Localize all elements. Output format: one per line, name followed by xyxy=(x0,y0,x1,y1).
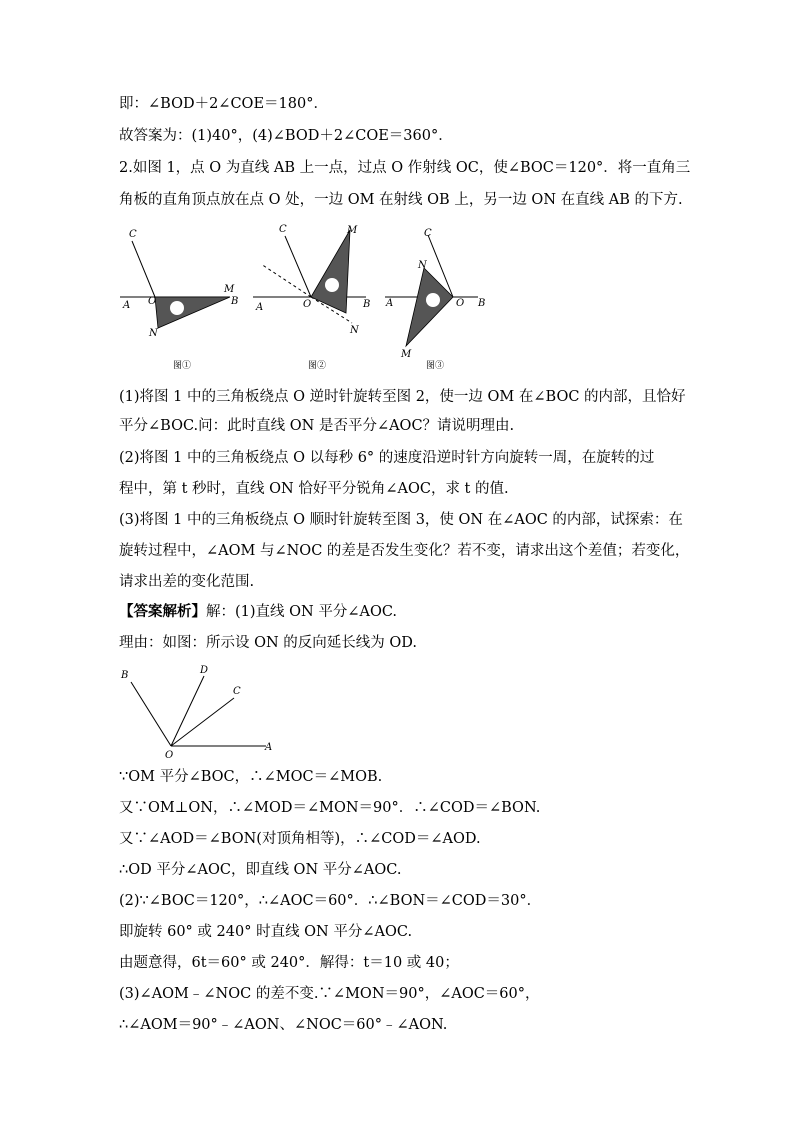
text-line: 即：∠BOD＋2∠COE＝180°． xyxy=(119,96,328,112)
problem-statement: 角板的直角顶点放在点 O 处，一边 OM 在射线 OB 上，另一边 ON 在直线 AB 的下方. xyxy=(119,192,683,208)
figure-4 xyxy=(116,660,281,760)
solution-step: (2)∵∠BOC＝120°，∴∠AOC＝60°．∴∠BON＝∠COD＝30°． xyxy=(119,893,542,909)
label-b: B xyxy=(478,298,486,309)
label-b: B xyxy=(231,296,239,307)
label-a: A xyxy=(256,302,264,313)
label-m: M xyxy=(401,349,412,360)
text-line: 理由：如图：所示设 ON 的反向延长线为 OD. xyxy=(119,635,418,651)
solution-step: 即旋转 60° 或 240° 时直线 ON 平分∠AOC. xyxy=(119,924,413,940)
figure-caption: 图② xyxy=(308,361,327,371)
question-3: 请求出差的变化范围. xyxy=(119,574,255,590)
solution-step: 又∵OM⊥ON，∴∠MOD＝∠MON＝90°．∴∠COD＝∠BON. xyxy=(119,800,541,816)
answer-heading xyxy=(119,602,397,622)
question-1: 平分∠BOC.问：此时直线 ON 是否平分∠AOC？请说明理由. xyxy=(119,418,515,434)
label-c: C xyxy=(129,229,137,240)
label-a: A xyxy=(265,742,273,753)
label-b: B xyxy=(363,299,371,310)
answer-text: 解：(1)直线 ON 平分∠AOC. xyxy=(206,604,398,620)
question-1: (1)将图 1 中的三角板绕点 O 逆时针旋转至图 2，使一边 OM 在∠BOC 的内部，且恰好 xyxy=(119,389,686,405)
label-n: N xyxy=(149,328,158,339)
solution-step: ∴OD 平分∠AOC，即直线 ON 平分∠AOC. xyxy=(119,862,402,878)
label-o: O xyxy=(148,296,157,307)
answer-label: 【答案解析】 xyxy=(119,604,206,620)
problem-statement: 2.如图 1，点 O 为直线 AB 上一点，过点 O 作射线 OC，使∠BOC＝120°．将一直角三 xyxy=(119,160,691,176)
figure-caption: 图③ xyxy=(426,361,445,371)
label-o: O xyxy=(165,750,174,760)
figure-1 xyxy=(120,229,238,371)
label-c: C xyxy=(233,686,241,697)
question-3: (3)将图 1 中的三角板绕点 O 顺时针旋转至图 3，使 ON 在∠AOC 的内部，试探索：在 xyxy=(119,512,683,528)
label-d: D xyxy=(200,665,209,676)
label-b: B xyxy=(121,670,129,681)
label-n: N xyxy=(350,325,359,336)
label-a: A xyxy=(123,300,131,311)
solution-step: (3)∠AOM﹣∠NOC 的差不变.∵∠MON＝90°，∠AOC＝60°， xyxy=(119,986,540,1002)
label-m: M xyxy=(347,225,358,236)
solution-step: ∴∠AOM＝90°﹣∠AON、∠NOC＝60°﹣∠AON. xyxy=(119,1017,448,1033)
figures-row xyxy=(118,222,498,372)
solution-step: ∵OM 平分∠BOC，∴∠MOC＝∠MOB. xyxy=(119,769,383,785)
label-a: A xyxy=(386,298,394,309)
label-o: O xyxy=(456,298,465,309)
question-2: 程中，第 t 秒时，直线 ON 恰好平分锐角∠AOC，求 t 的值. xyxy=(119,481,509,497)
solution-step: 又∵∠AOD＝∠BON(对顶角相等)，∴∠COD＝∠AOD. xyxy=(119,831,481,847)
solution-step: 由题意得，6t＝60° 或 240°．解得：t＝10 或 40； xyxy=(119,955,459,971)
question-2: (2)将图 1 中的三角板绕点 O 以每秒 6° 的速度沿逆时针方向旋转一周，在旋转的过 xyxy=(119,450,655,466)
figure-2 xyxy=(253,224,370,371)
label-n: N xyxy=(418,260,427,271)
label-m: M xyxy=(224,284,235,295)
label-c: C xyxy=(279,224,287,235)
figure-3 xyxy=(385,228,485,371)
figure-caption: 图① xyxy=(173,361,192,371)
question-3: 旋转过程中，∠AOM 与∠NOC 的差是否发生变化？若不变，请求出这个差值；若变化， xyxy=(119,543,690,559)
text-line: 故答案为：(1)40°，(4)∠BOD＋2∠COE＝360°． xyxy=(119,128,453,144)
label-c: C xyxy=(424,228,432,239)
label-o: O xyxy=(303,299,312,310)
